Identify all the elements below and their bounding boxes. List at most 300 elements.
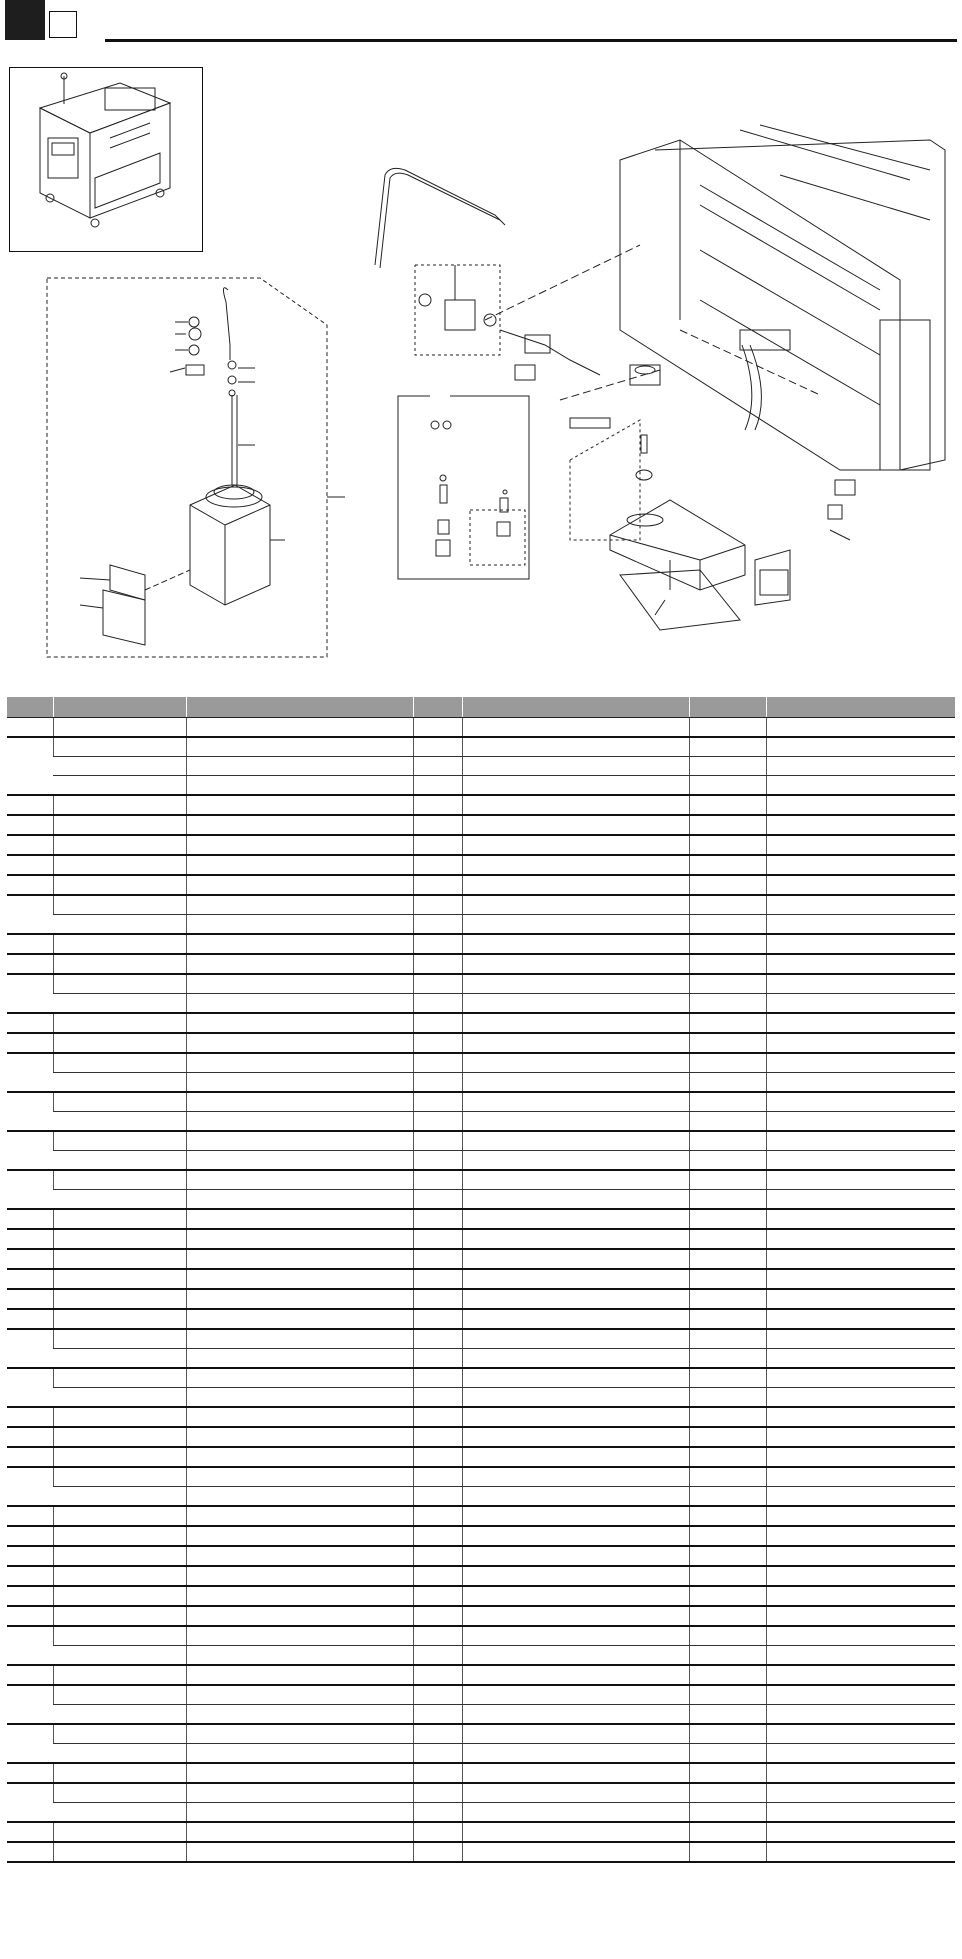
parts-table-cell (766, 1526, 955, 1546)
parts-table-cell (186, 1249, 413, 1269)
parts-table-cell (689, 1053, 766, 1073)
parts-table-cell (689, 1112, 766, 1132)
parts-table-cell (413, 1151, 462, 1171)
parts-table-cell (462, 835, 689, 855)
parts-table-cell (462, 1349, 689, 1369)
parts-table-cell (689, 1626, 766, 1646)
parts-table-cell (53, 1783, 186, 1803)
parts-table-cell (186, 1646, 413, 1666)
parts-table-cell (186, 1506, 413, 1526)
parts-table-cell (7, 1309, 53, 1329)
parts-table-cell (413, 1744, 462, 1764)
parts-table-cell (766, 1626, 955, 1646)
parts-table-cell (689, 718, 766, 738)
parts-table-cell (689, 1763, 766, 1783)
parts-table-row (7, 875, 955, 895)
parts-table-cell (53, 915, 186, 935)
parts-table-cell (766, 1289, 955, 1309)
parts-table-cell (7, 718, 53, 738)
parts-table-cell (53, 1053, 186, 1073)
parts-table-cell (413, 1033, 462, 1053)
parts-table-cell (413, 1073, 462, 1093)
parts-table-cell (462, 1073, 689, 1093)
parts-table-cell (186, 1190, 413, 1210)
parts-table-cell (7, 1783, 53, 1822)
exploded-parts-diagram (0, 0, 962, 690)
parts-table-cell (462, 1606, 689, 1626)
parts-table-cell (186, 1131, 413, 1151)
parts-table-cell (186, 1626, 413, 1646)
parts-table-cell (53, 934, 186, 954)
parts-table-cell (53, 1546, 186, 1566)
parts-table-cell (689, 1151, 766, 1171)
parts-table-cell (766, 1606, 955, 1626)
parts-table-cell (186, 737, 413, 757)
parts-table-cell (689, 1309, 766, 1329)
parts-table-cell (7, 934, 53, 954)
parts-table-cell (689, 1566, 766, 1586)
parts-table-row (7, 1131, 955, 1151)
parts-table-cell (7, 1053, 53, 1092)
parts-table-cell (689, 855, 766, 875)
parts-table-cell (7, 1626, 53, 1665)
parts-table-cell (766, 1506, 955, 1526)
parts-table-cell (53, 1112, 186, 1132)
parts-table-cell (7, 1665, 53, 1685)
parts-table-cell (766, 1349, 955, 1369)
parts-table-cell (53, 974, 186, 994)
parts-table-cell (766, 934, 955, 954)
bracket (570, 418, 610, 428)
parts-table-cell (462, 1447, 689, 1467)
parts-table-cell (689, 1665, 766, 1685)
parts-table-cell (53, 757, 186, 776)
parts-table-cell (689, 1073, 766, 1093)
parts-table-cell (766, 1744, 955, 1764)
parts-table-row (7, 1053, 955, 1073)
parts-table-cell (766, 1487, 955, 1507)
parts-table-row (7, 1112, 955, 1132)
parts-table-cell (462, 1842, 689, 1862)
parts-table-cell (413, 1013, 462, 1033)
parts-table-cell (462, 1112, 689, 1132)
parts-table-cell (186, 974, 413, 994)
parts-table-cell (186, 1033, 413, 1053)
parts-table-cell (689, 1685, 766, 1705)
parts-table-cell (689, 1506, 766, 1526)
parts-table-row (7, 1289, 955, 1309)
parts-table-cell (689, 776, 766, 796)
parts-table-cell (462, 757, 689, 776)
parts-table-cell (766, 776, 955, 796)
parts-table-row (7, 757, 955, 776)
parts-table-cell (186, 1842, 413, 1862)
parts-table-cell (186, 895, 413, 915)
parts-table-cell (413, 974, 462, 994)
parts-table-cell (766, 1546, 955, 1566)
parts-table-cell (766, 815, 955, 835)
parts-table-cell (766, 1467, 955, 1487)
parts-table-row (7, 1586, 955, 1606)
parts-table-cell (413, 1269, 462, 1289)
parts-table-cell (186, 1309, 413, 1329)
parts-table-row (7, 1209, 955, 1229)
parts-table-cell (462, 795, 689, 815)
parts-table-cell (413, 757, 462, 776)
parts-table-cell (186, 1705, 413, 1725)
parts-table-cell (766, 875, 955, 895)
parts-table-cell (413, 1506, 462, 1526)
parts-table-cell (689, 974, 766, 994)
parts-table-cell (186, 1783, 413, 1803)
parts-table-cell (689, 1447, 766, 1467)
parts-table-cell (766, 1209, 955, 1229)
parts-table-cell (53, 1763, 186, 1783)
parts-table-cell (462, 1269, 689, 1289)
parts-table-row (7, 1606, 955, 1626)
parts-table-cell (186, 1447, 413, 1467)
parts-table-row (7, 1249, 955, 1269)
parts-table-header-row (7, 697, 955, 718)
parts-table-cell (53, 1606, 186, 1626)
parts-table-cell (462, 934, 689, 954)
parts-table-cell (689, 1822, 766, 1842)
parts-table-cell (766, 954, 955, 974)
parts-table-cell (7, 815, 53, 835)
parts-table-row (7, 934, 955, 954)
parts-table-row (7, 1269, 955, 1289)
parts-table-cell (7, 835, 53, 855)
parts-table-cell (766, 1783, 955, 1803)
parts-table-cell (689, 1388, 766, 1408)
parts-table-cell (413, 1388, 462, 1408)
parts-table-row (7, 1665, 955, 1685)
parts-table-cell (7, 1724, 53, 1763)
parts-table-row (7, 954, 955, 974)
parts-table-cell (413, 1487, 462, 1507)
parts-table-cell (413, 1170, 462, 1190)
parts-table-cell (53, 1249, 186, 1269)
parts-table-cell (689, 1269, 766, 1289)
parts-table-cell (689, 737, 766, 757)
parts-table-row (7, 1407, 955, 1427)
parts-table-cell (689, 1229, 766, 1249)
parts-table-cell (7, 1447, 53, 1467)
parts-table-cell (186, 1209, 413, 1229)
parts-table-cell (186, 1566, 413, 1586)
parts-table-cell (462, 1546, 689, 1566)
parts-table-row (7, 1447, 955, 1467)
parts-table-cell (689, 954, 766, 974)
parts-table-cell (766, 1388, 955, 1408)
parts-table-cell (53, 776, 186, 796)
parts-table-cell (7, 737, 53, 795)
parts-table-row (7, 835, 955, 855)
parts-table-cell (7, 1467, 53, 1506)
parts-table-cell (7, 1033, 53, 1053)
parts-table-cell (186, 1073, 413, 1093)
parts-table-cell (53, 1842, 186, 1862)
parts-table-cell (413, 895, 462, 915)
parts-table-cell (186, 815, 413, 835)
parts-table-cell (462, 1053, 689, 1073)
parts-table-row (7, 974, 955, 994)
parts-table-cell (53, 1388, 186, 1408)
parts-table-cell (766, 1685, 955, 1705)
parts-table-cell (689, 1487, 766, 1507)
parts-table-cell (7, 1586, 53, 1606)
parts-table-cell (462, 1526, 689, 1546)
parts-table-row (7, 718, 955, 738)
parts-table-cell (413, 1329, 462, 1349)
parts-table-cell (186, 1112, 413, 1132)
col-part-no-header (53, 697, 186, 718)
parts-table-cell (462, 1249, 689, 1269)
parts-table-cell (689, 875, 766, 895)
parts-table-cell (53, 1407, 186, 1427)
parts-table-cell (53, 1447, 186, 1467)
parts-table-row (7, 1526, 955, 1546)
parts-table-cell (186, 757, 413, 776)
label-plate-b (103, 590, 145, 645)
parts-table-cell (462, 1033, 689, 1053)
parts-table-row (7, 855, 955, 875)
parts-table-cell (7, 1685, 53, 1724)
parts-table-cell (186, 1467, 413, 1487)
parts-table-cell (766, 757, 955, 776)
parts-table-cell (53, 1427, 186, 1447)
parts-table-row (7, 1329, 955, 1349)
parts-table-cell (766, 1586, 955, 1606)
col-description-header (186, 697, 413, 718)
parts-table-cell (413, 815, 462, 835)
parts-table-cell (766, 737, 955, 757)
parts-table-cell (766, 895, 955, 915)
parts-table-cell (689, 1013, 766, 1033)
parts-table-cell (766, 1053, 955, 1073)
parts-table-cell (7, 1209, 53, 1229)
parts-table-cell (53, 1724, 186, 1744)
parts-table-cell (462, 1803, 689, 1823)
parts-table-cell (462, 1646, 689, 1666)
parts-table-cell (186, 1013, 413, 1033)
parts-table-cell (413, 1586, 462, 1606)
parts-table-cell (413, 1783, 462, 1803)
parts-table-cell (462, 1229, 689, 1249)
parts-table-cell (186, 1092, 413, 1112)
parts-table-cell (462, 1131, 689, 1151)
parts-table-row (7, 1685, 955, 1705)
detail-inset-box (398, 396, 529, 579)
parts-table-cell (413, 1092, 462, 1112)
parts-table-cell (766, 1013, 955, 1033)
parts-table-row (7, 1092, 955, 1112)
parts-table-cell (186, 1151, 413, 1171)
parts-table-cell (186, 1744, 413, 1764)
parts-table-cell (413, 1249, 462, 1269)
parts-table-cell (462, 1309, 689, 1329)
parts-table-cell (53, 1229, 186, 1249)
parts-table-cell (186, 718, 413, 738)
parts-table-row (7, 1190, 955, 1210)
parts-table-cell (413, 1190, 462, 1210)
parts-table-cell (53, 1329, 186, 1349)
parts-table-cell (413, 1112, 462, 1132)
parts-table-cell (186, 1606, 413, 1626)
parts-table-cell (53, 1170, 186, 1190)
parts-table-cell (462, 895, 689, 915)
parts-table-cell (413, 718, 462, 738)
parts-table-cell (462, 815, 689, 835)
parts-table-cell (186, 776, 413, 796)
tank-assembly-frame (47, 278, 327, 657)
parts-table-cell (689, 1705, 766, 1725)
parts-table-cell (413, 855, 462, 875)
parts-table-cell (689, 994, 766, 1014)
parts-table-cell (53, 718, 186, 738)
parts-table-cell (53, 875, 186, 895)
parts-table-cell (53, 1566, 186, 1586)
parts-table-cell (462, 1705, 689, 1725)
parts-table-cell (413, 1131, 462, 1151)
parts-table-cell (462, 1685, 689, 1705)
parts-table-cell (413, 1209, 462, 1229)
parts-table-cell (413, 1665, 462, 1685)
parts-table-cell (462, 776, 689, 796)
parts-table-cell (766, 1092, 955, 1112)
parts-table-cell (7, 1092, 53, 1131)
parts-table-cell (689, 1329, 766, 1349)
parts-table-cell (462, 1763, 689, 1783)
parts-table-row (7, 1566, 955, 1586)
parts-table-cell (689, 934, 766, 954)
parts-table-cell (766, 1665, 955, 1685)
parts-table-cell (186, 954, 413, 974)
parts-table-cell (186, 915, 413, 935)
parts-table-row (7, 1229, 955, 1249)
parts-table-row (7, 1388, 955, 1408)
parts-table-cell (413, 1467, 462, 1487)
parts-table-cell (186, 934, 413, 954)
parts-table-cell (766, 1329, 955, 1349)
parts-table-cell (7, 1506, 53, 1526)
parts-table-cell (462, 875, 689, 895)
parts-table-row (7, 1724, 955, 1744)
parts-table-cell (53, 1487, 186, 1507)
supply-tube (223, 288, 230, 360)
parts-table-cell (186, 1546, 413, 1566)
parts-table-cell (413, 1427, 462, 1447)
parts-table-cell (462, 1586, 689, 1606)
parts-table-cell (462, 954, 689, 974)
parts-table-cell (462, 1783, 689, 1803)
parts-table-cell (53, 1665, 186, 1685)
parts-table-cell (186, 835, 413, 855)
parts-table-cell (53, 795, 186, 815)
parts-table-cell (186, 1269, 413, 1289)
parts-table-cell (186, 1289, 413, 1309)
parts-table-cell (7, 974, 53, 1013)
parts-table-cell (413, 915, 462, 935)
parts-table-cell (462, 1151, 689, 1171)
parts-table-cell (186, 1329, 413, 1349)
parts-table-cell (186, 1407, 413, 1427)
parts-table-cell (413, 1705, 462, 1725)
parts-table-cell (7, 1289, 53, 1309)
parts-table-row (7, 1151, 955, 1171)
parts-table-cell (53, 1092, 186, 1112)
parts-table-cell (462, 1407, 689, 1427)
parts-table-row (7, 795, 955, 815)
parts-table-cell (462, 1388, 689, 1408)
parts-table-cell (413, 776, 462, 796)
parts-table-cell (689, 1249, 766, 1269)
parts-table-row (7, 1427, 955, 1447)
parts-table-cell (7, 1013, 53, 1033)
parts-table-cell (413, 1606, 462, 1626)
parts-table-cell (689, 915, 766, 935)
parts-table-cell (53, 1803, 186, 1823)
parts-table-cell (53, 1013, 186, 1033)
parts-table-cell (7, 1842, 53, 1862)
parts-table-cell (413, 994, 462, 1014)
parts-table-cell (53, 1073, 186, 1093)
parts-table-row (7, 1822, 955, 1842)
parts-table-cell (7, 855, 53, 875)
parts-table-cell (53, 895, 186, 915)
parts-table-cell (462, 1566, 689, 1586)
parts-table-cell (413, 1842, 462, 1862)
parts-table-cell (766, 1229, 955, 1249)
parts-table-row (7, 895, 955, 915)
drip-tray (610, 500, 745, 590)
valve-block (445, 300, 475, 330)
parts-table-cell (186, 1368, 413, 1388)
parts-table-cell (186, 1665, 413, 1685)
parts-table-cell (7, 1606, 53, 1626)
parts-table-cell (462, 994, 689, 1014)
parts-table-row (7, 1349, 955, 1369)
parts-table-cell (462, 1724, 689, 1744)
parts-table-cell (186, 875, 413, 895)
parts-table-row (7, 1467, 955, 1487)
parts-table-cell (689, 1407, 766, 1427)
parts-table-row (7, 1744, 955, 1764)
parts-table-cell (413, 1546, 462, 1566)
parts-table-cell (186, 1487, 413, 1507)
parts-table-row (7, 1170, 955, 1190)
col-remarks-header (766, 697, 955, 718)
parts-table-cell (53, 1151, 186, 1171)
parts-table-row (7, 1487, 955, 1507)
label-plate-a (110, 565, 145, 600)
parts-table-cell (766, 1724, 955, 1744)
parts-table-cell (7, 1546, 53, 1566)
parts-table-cell (689, 815, 766, 835)
parts-table-cell (413, 1724, 462, 1744)
parts-table-cell (766, 718, 955, 738)
parts-table-row (7, 1646, 955, 1666)
parts-table-cell (7, 1427, 53, 1447)
parts-table-cell (766, 1112, 955, 1132)
parts-table-cell (766, 1170, 955, 1190)
parts-table-cell (689, 1606, 766, 1626)
parts-table-cell (462, 1506, 689, 1526)
parts-table-cell (413, 795, 462, 815)
parts-table-cell (413, 1803, 462, 1823)
parts-table-cell (53, 1646, 186, 1666)
parts-table-cell (689, 1368, 766, 1388)
